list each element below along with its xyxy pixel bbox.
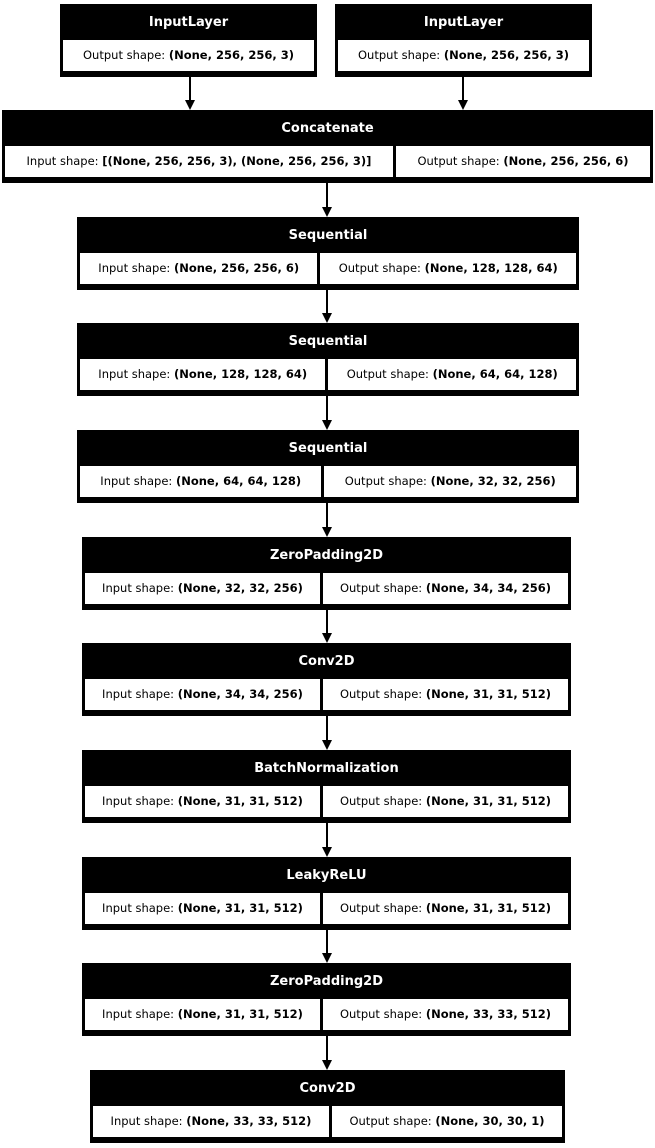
layer-shapes-row — [80, 253, 576, 284]
shape-label: Input shape: — [102, 901, 178, 915]
shape-value: (None, 34, 34, 256) — [425, 581, 551, 595]
layer-shapes-row — [80, 466, 576, 497]
shape-value: (None, 128, 128, 64) — [424, 261, 558, 275]
edge-line — [326, 183, 328, 208]
layer-node-zeropadding2d-10 — [82, 963, 571, 1036]
layer-title: InputLayer — [423, 15, 504, 30]
shape-value: (None, 256, 256, 3) — [168, 48, 294, 62]
layer-node-concatenate-2 — [2, 110, 653, 183]
shape-label: Input shape: — [26, 154, 103, 168]
edge-line — [326, 290, 328, 314]
shape-value: (None, 256, 256, 6) — [173, 261, 300, 275]
layer-shapes-row — [80, 359, 576, 390]
shape-value: (None, 256, 256, 3) — [443, 48, 569, 62]
layer-node-conv2d-7 — [82, 643, 571, 716]
shape-value: (None, 32, 32, 256) — [430, 474, 556, 488]
layer-title: BatchNormalization — [254, 761, 399, 776]
input-shape-cell — [85, 999, 320, 1030]
layer-shapes-row — [85, 573, 568, 604]
output-shape-cell — [332, 1106, 562, 1137]
layer-shapes-row — [85, 999, 568, 1030]
layer-title: ZeroPadding2D — [269, 974, 383, 989]
edge-line — [326, 503, 328, 528]
arrowhead-down-icon — [458, 100, 468, 110]
shape-label: Output shape: — [339, 581, 426, 595]
output-shape-cell — [328, 359, 576, 390]
shape-label: Output shape: — [417, 154, 504, 168]
shape-value: (None, 31, 31, 512) — [425, 794, 551, 808]
output-shape-cell — [323, 786, 568, 817]
layer-shapes-row — [63, 40, 314, 71]
output-shape-cell — [323, 893, 568, 924]
layer-title: LeakyReLU — [286, 868, 367, 883]
shape-label: Output shape: — [339, 1007, 426, 1021]
shape-value: (None, 64, 64, 128) — [175, 474, 302, 488]
output-shape-cell — [320, 253, 576, 284]
layer-title: Conv2D — [299, 1081, 356, 1096]
layer-node-inputlayer-0 — [60, 4, 317, 77]
layer-shapes-row — [93, 1106, 562, 1137]
layer-node-sequential-5 — [77, 430, 579, 503]
shape-label: Output shape: — [346, 367, 433, 381]
edge-line — [326, 930, 328, 954]
edge-line — [326, 610, 328, 634]
edge-line — [326, 396, 328, 421]
shape-value: (None, 31, 31, 512) — [425, 901, 551, 915]
shape-value: (None, 33, 33, 512) — [425, 1007, 551, 1021]
input-shape-cell — [5, 146, 393, 177]
edge-line — [326, 1036, 328, 1061]
shape-label: Input shape: — [102, 1007, 178, 1021]
input-shape-cell — [93, 1106, 329, 1137]
shape-value: [(None, 256, 256, 3), (None, 256, 256, 3)] — [102, 154, 372, 168]
shape-label: Output shape: — [83, 48, 169, 62]
arrowhead-down-icon — [322, 527, 332, 537]
layer-node-sequential-3 — [77, 217, 579, 290]
layer-node-sequential-4 — [77, 323, 579, 396]
output-shape-cell — [338, 40, 589, 71]
shape-value: (None, 256, 256, 6) — [503, 154, 629, 168]
layer-node-inputlayer-1 — [335, 4, 592, 77]
shape-label: Output shape: — [344, 474, 431, 488]
shape-label: Input shape: — [102, 581, 178, 595]
shape-label: Output shape: — [339, 687, 426, 701]
layer-shapes-row — [85, 786, 568, 817]
shape-label: Output shape: — [358, 48, 444, 62]
input-shape-cell — [85, 893, 320, 924]
layer-shapes-row — [5, 146, 650, 177]
input-shape-cell — [80, 253, 317, 284]
edge-line — [189, 77, 191, 101]
layer-title: InputLayer — [148, 15, 229, 30]
input-shape-cell — [80, 359, 325, 390]
shape-label: Output shape: — [349, 1114, 436, 1128]
layer-node-batchnormalization-8 — [82, 750, 571, 823]
arrowhead-down-icon — [322, 420, 332, 430]
shape-value: (None, 31, 31, 512) — [177, 794, 303, 808]
shape-value: (None, 34, 34, 256) — [177, 687, 303, 701]
layer-node-leakyrelu-9 — [82, 857, 571, 930]
arrowhead-down-icon — [322, 313, 332, 323]
input-shape-cell — [80, 466, 321, 497]
input-shape-cell — [85, 786, 320, 817]
shape-value: (None, 31, 31, 512) — [425, 687, 551, 701]
shape-label: Output shape: — [339, 794, 426, 808]
layer-title: Sequential — [288, 334, 368, 349]
layer-node-conv2d-11 — [90, 1070, 565, 1143]
layer-title: ZeroPadding2D — [269, 548, 383, 563]
shape-value: (None, 32, 32, 256) — [177, 581, 303, 595]
layer-shapes-row — [338, 40, 589, 71]
shape-label: Output shape: — [339, 901, 426, 915]
edge-line — [326, 716, 328, 741]
input-shape-cell — [85, 573, 320, 604]
shape-label: Input shape: — [100, 474, 176, 488]
output-shape-cell — [324, 466, 576, 497]
shape-value: (None, 64, 64, 128) — [432, 367, 558, 381]
shape-label: Input shape: — [98, 261, 174, 275]
shape-label: Output shape: — [338, 261, 425, 275]
layer-shapes-row — [85, 679, 568, 710]
layer-title: Conv2D — [298, 654, 355, 669]
shape-label: Input shape: — [102, 794, 178, 808]
edge-line — [326, 823, 328, 848]
layer-title: Sequential — [288, 228, 368, 243]
shape-value: (None, 31, 31, 512) — [177, 901, 303, 915]
layer-title: Sequential — [288, 441, 368, 456]
shape-label: Input shape: — [110, 1114, 187, 1128]
edge-line — [462, 77, 464, 101]
output-shape-cell — [323, 679, 568, 710]
shape-value: (None, 30, 30, 1) — [435, 1114, 545, 1128]
shape-label: Input shape: — [98, 367, 174, 381]
shape-value: (None, 33, 33, 512) — [186, 1114, 312, 1128]
input-shape-cell — [85, 679, 320, 710]
arrowhead-down-icon — [322, 953, 332, 963]
output-shape-cell — [323, 999, 568, 1030]
layer-node-zeropadding2d-6 — [82, 537, 571, 610]
shape-label: Input shape: — [102, 687, 178, 701]
arrowhead-down-icon — [185, 100, 195, 110]
output-shape-cell — [396, 146, 650, 177]
arrowhead-down-icon — [322, 740, 332, 750]
layer-shapes-row — [85, 893, 568, 924]
layer-title: Concatenate — [281, 121, 374, 136]
arrowhead-down-icon — [322, 207, 332, 217]
arrowhead-down-icon — [322, 847, 332, 857]
output-shape-cell — [323, 573, 568, 604]
output-shape-cell — [63, 40, 314, 71]
shape-value: (None, 31, 31, 512) — [177, 1007, 303, 1021]
shape-value: (None, 128, 128, 64) — [173, 367, 308, 381]
arrowhead-down-icon — [322, 1060, 332, 1070]
arrowhead-down-icon — [322, 633, 332, 643]
